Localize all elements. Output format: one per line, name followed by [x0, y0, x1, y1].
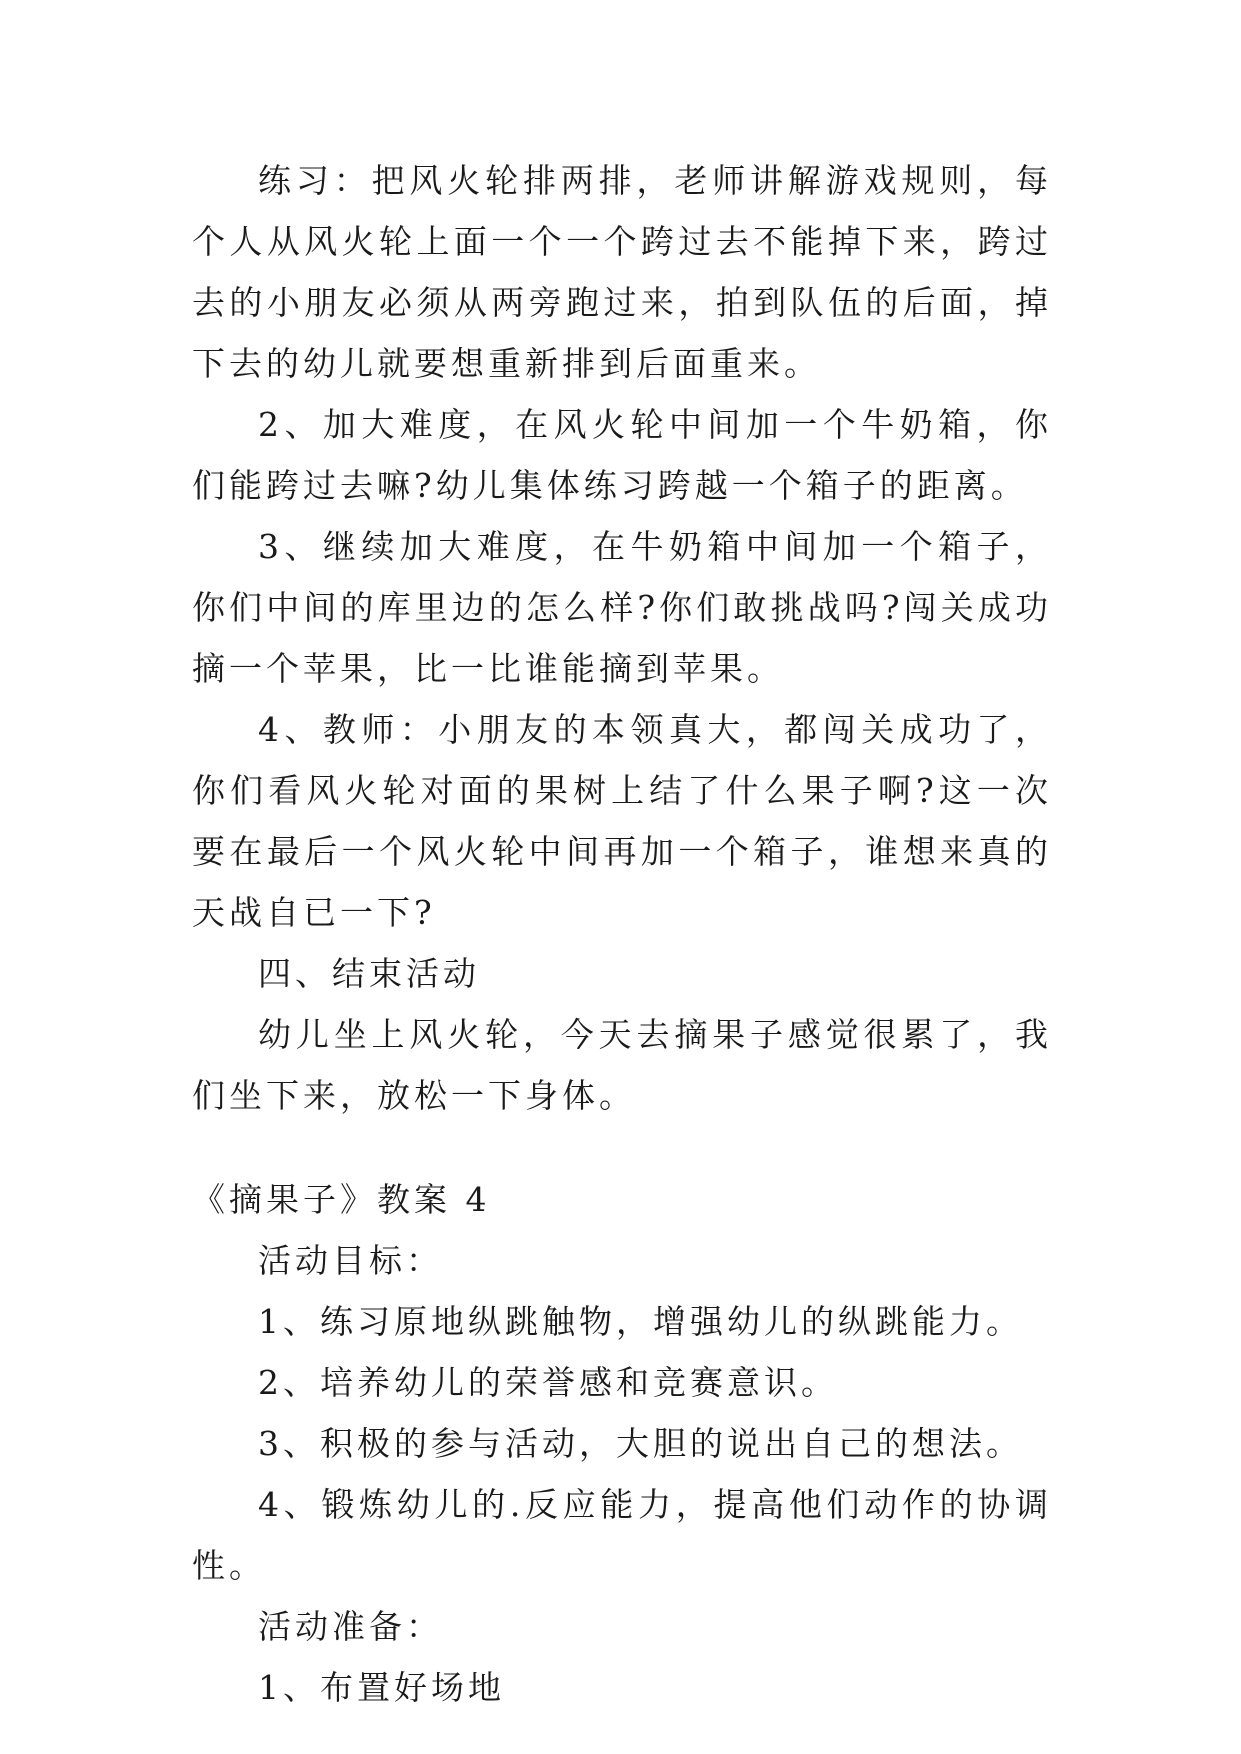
goal-item-3: 3、积极的参与活动，大胆的说出自己的想法。	[258, 1424, 1023, 1463]
paragraph-step-4: 4、教师：小朋友的本领真大，都闯关成功了，你们看风火轮对面的果树上结了什么果子啊?这一次要在最后一个风火轮中间再加一个箱子，谁想来真的天战自已一下?	[192, 710, 1052, 932]
paragraph-step-2: 2、加大难度，在风火轮中间加一个牛奶箱，你们能跨过去嘛?幼儿集体练习跨越一个箱子的距离。	[192, 405, 1052, 505]
goal-item-2: 2、培养幼儿的荣誉感和竞赛意识。	[258, 1363, 838, 1402]
section-title: 《摘果子》教案 4	[192, 1180, 491, 1219]
paragraph-end-activity: 幼儿坐上风火轮，今天去摘果子感觉很累了，我们坐下来，放松一下身体。	[192, 1015, 1052, 1115]
goal-item-4: 4、锻炼幼儿的.反应能力，提高他们动作的协调性。	[192, 1485, 1052, 1585]
heading-end-activity: 四、结束活动	[258, 954, 480, 993]
paragraph-practice: 练习：把风火轮排两排，老师讲解游戏规则，每个人从风火轮上面一个一个跨过去不能掉下来，跨过去的小朋友必须从两旁跑过来，拍到队伍的后面，掉下去的幼儿就要想重新排到后面重来。	[192, 161, 1052, 383]
heading-activity-prep: 活动准备：	[258, 1607, 443, 1646]
goal-item-1: 1、练习原地纵跳触物，增强幼儿的纵跳能力。	[258, 1302, 1023, 1341]
section-gap	[192, 1126, 1052, 1169]
document-page	[192, 150, 1052, 1718]
prep-item-1: 1、布置好场地	[258, 1668, 505, 1707]
heading-activity-goals: 活动目标：	[258, 1241, 443, 1280]
paragraph-step-3: 3、继续加大难度，在牛奶箱中间加一个箱子，你们中间的库里边的怎么样?你们敢挑战吗?闯关成功摘一个苹果，比一比谁能摘到苹果。	[192, 527, 1052, 688]
